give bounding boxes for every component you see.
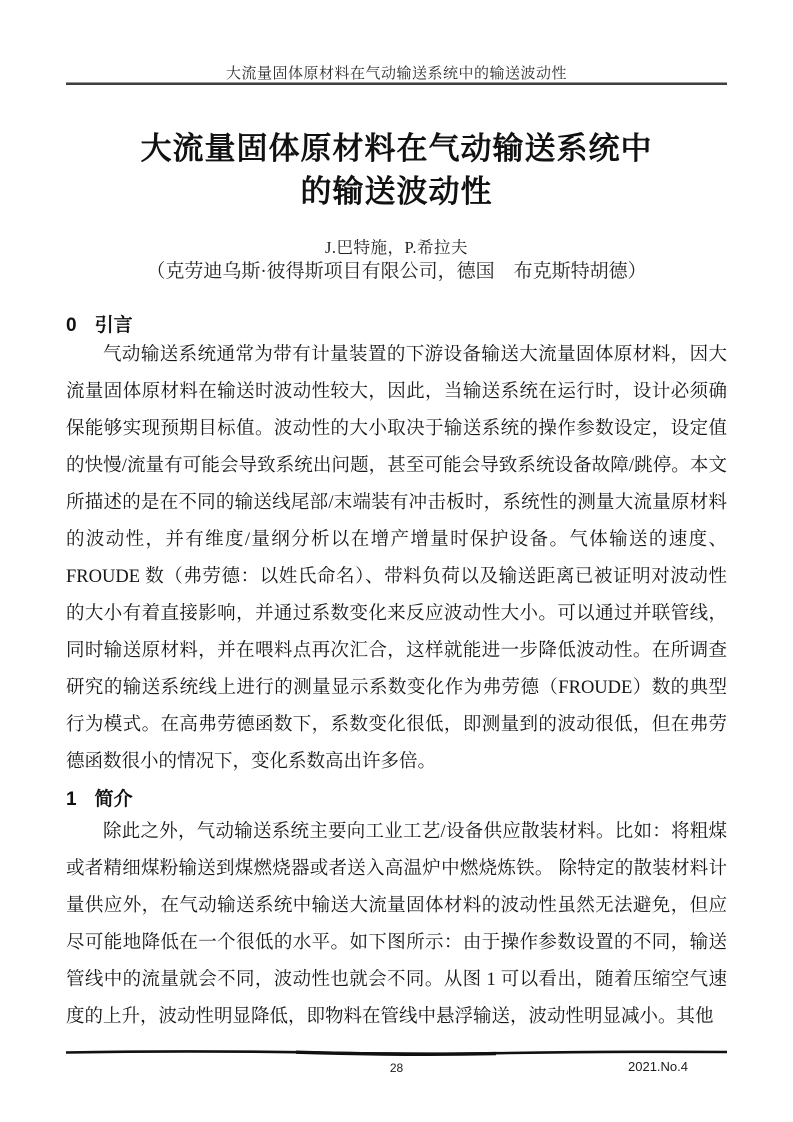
section-number: 1: [66, 789, 77, 810]
section-heading-brief: [66, 788, 727, 812]
authors-line: J.巴特施，P.希拉夫: [324, 238, 469, 257]
footer-rule: [66, 1048, 727, 1057]
article-title-line1: 大流量固体原材料在气动输送系统中: [140, 131, 653, 166]
header-rule: [66, 82, 727, 85]
section-title: 简介: [94, 789, 133, 810]
page-number: 28: [389, 1061, 404, 1075]
section-title: 引言: [94, 315, 133, 336]
affiliation-line: （克劳迪乌斯·彼得斯项目有限公司，德国 布克斯特胡德）: [146, 261, 647, 282]
section-number: 0: [66, 315, 77, 336]
paragraph-brief: 除此之外，气动输送系统主要向工业工艺/设备供应散装材料。比如：将粗煤或者精细煤粉输送到煤燃烧器或者送入高温炉中燃烧炼铁。 除特定的散装材料计量供应外，在气动输送系统中输送大流量固体材料的波动性虽然无法避免，但应尽可能地降低在一个很低的水平。如下图所示：由于操作参数设置的不同，输送管线中的流量就会不同，波动性也就会不同。从图 1 可以看出，随着压缩空气速度的上升，波动性明显降低，即物料在管线中悬浮输送，波动性明显减小。其他: [66, 822, 727, 1027]
section-heading-introduction: [66, 314, 727, 338]
running-header: 大流量固体原材料在气动输送系统中的输送波动性: [225, 66, 567, 82]
article-title-line2: 的输送波动性: [300, 174, 493, 209]
paragraph-introduction: 气动输送系统通常为带有计量装置的下游设备输送大流量固体原材料，因大流量固体原材料在输送时波动性较大，因此，当输送系统在运行时，设计必须确保能够实现预期目标值。波动性的大小取决于输送系统的操作参数设定，设定值的快慢/流量有可能会导致系统出问题，甚至可能会导致系统设备故障/跳停。本文所描述的是在不同的输送线尾部/末端装有冲击板时，系统性的测量大流量原材料的波动性，并有维度/量纲分析以在增产增量时保护设备。气体输送的速度、FROUDE 数（弗劳德：以姓氏命名）、带料负荷以及输送距离已被证明对波动性的大小有着直接影响，并通过系数变化来反应波动性大小。可以通过并联管线，同时输送原材料，并在喂料点再次汇合，这样就能进一步降低波动性。在所调查研究的输送系统线上进行的测量显示系数变化作为弗劳德（FROUDE）数的典型行为模式。在高弗劳德函数下，系数变化很低，即测量到的波动很低，但在弗劳德函数很小的情况下，变化系数高出许多倍。: [66, 345, 727, 772]
article-title: [0, 127, 793, 213]
issue-label: 2021.No.4: [628, 1059, 688, 1074]
